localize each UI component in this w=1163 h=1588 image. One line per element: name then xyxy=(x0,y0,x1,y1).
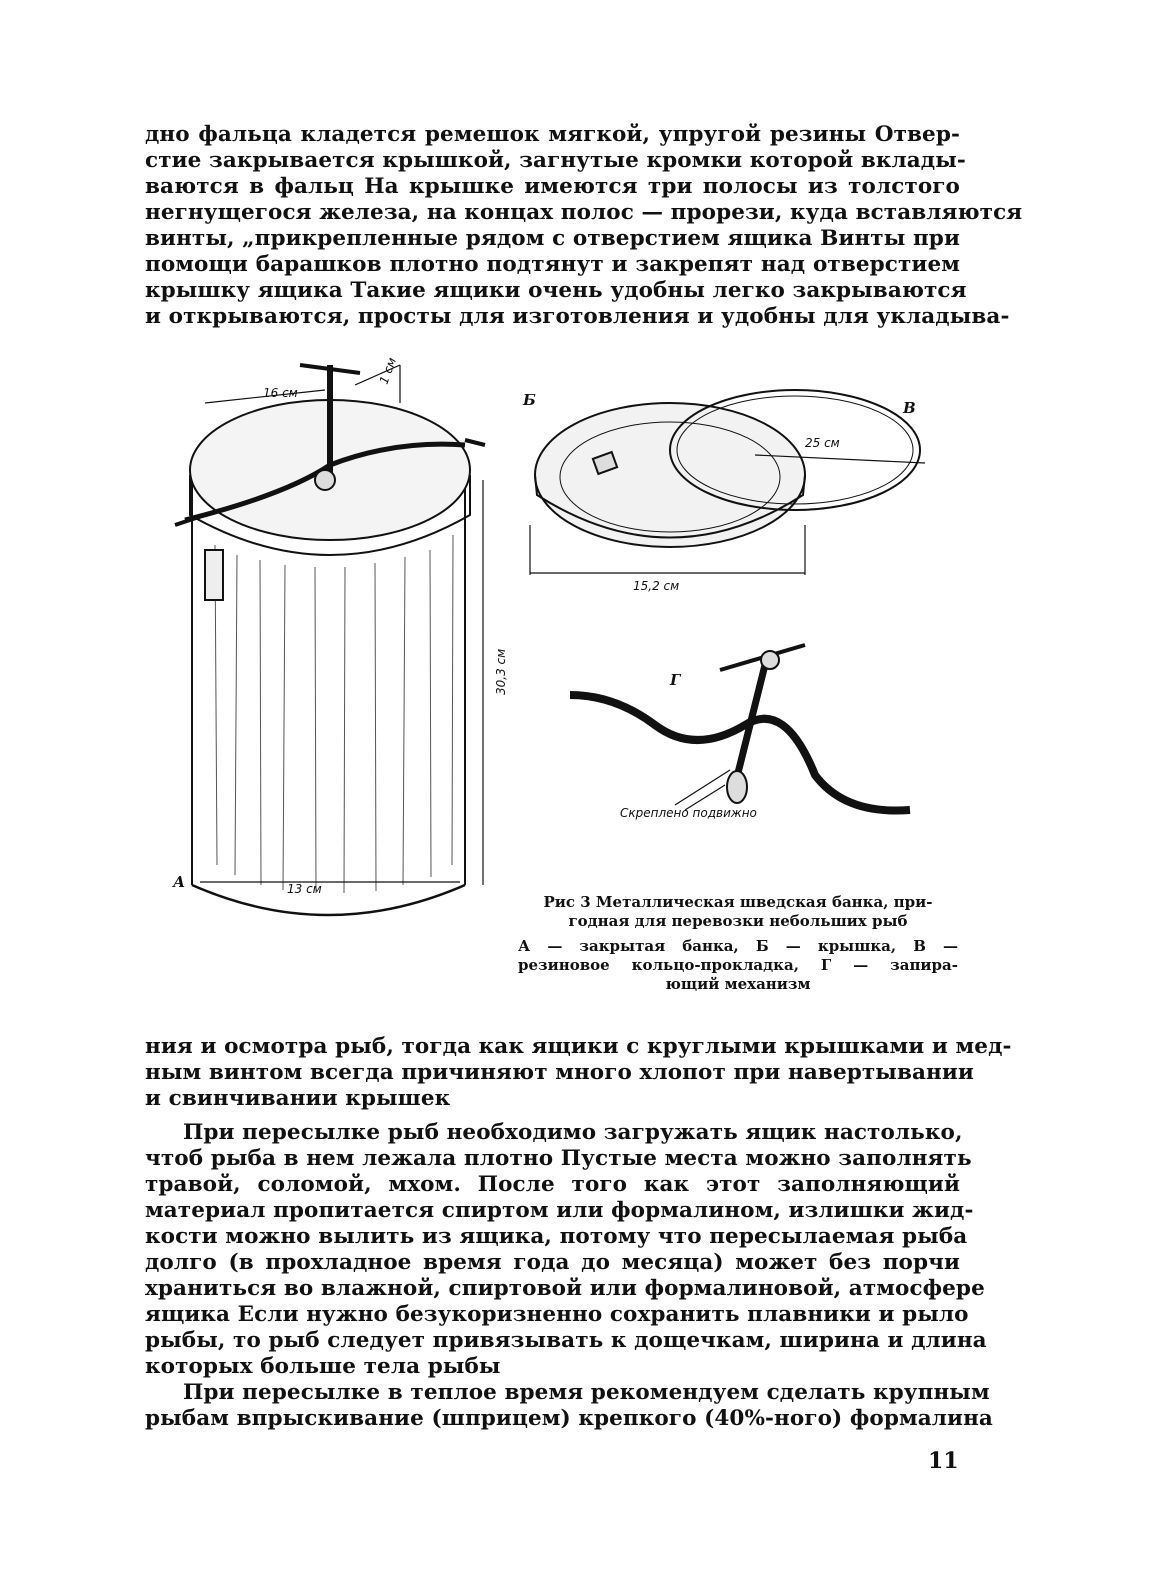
page-number: 11 xyxy=(928,1448,959,1474)
text-line: ния и осмотра рыб, тогда как ящики с круглыми крышками и мед- xyxy=(145,1034,1012,1059)
paragraph-3 xyxy=(145,1120,987,1380)
paragraph-2 xyxy=(145,1034,1012,1112)
text-line: винты, „прикрепленные рядом с отверстием ящика Винты при xyxy=(145,226,960,251)
text-line: чтоб рыба в нем лежала плотно Пустые места можно заполнять xyxy=(145,1146,972,1171)
locking-mechanism-illustration xyxy=(570,645,910,811)
text-line: ящика Если нужно безукоризненно сохранить плавники и рыло xyxy=(145,1302,969,1327)
jar-illustration xyxy=(175,365,485,915)
caption-legend-line: резиновое кольцо-прокладка, Г — запира- xyxy=(518,956,958,974)
text-line: кости можно вылить из ящика, потому что пересылаемая рыба xyxy=(145,1224,968,1249)
text-line: рыбам впрыскивание (шприцем) крепкого (40%-ного) формалина xyxy=(145,1406,993,1431)
text-line: материал пропитается спиртом или формалином, излишки жид- xyxy=(145,1198,974,1223)
dim-body-width: 13 см xyxy=(287,882,322,896)
text-line: негнущегося железа, на концах полос — прорези, куда вставляются xyxy=(145,200,1023,225)
dim-ring: 25 см xyxy=(805,436,840,450)
text-line: рыбы, то рыб следует привязывать к дощечкам, ширина и длина xyxy=(145,1328,987,1353)
text-line: долго (в прохладное время года до месяца) может без порчи xyxy=(145,1250,960,1275)
figure-caption xyxy=(518,893,958,994)
text-line: ным винтом всегда причиняют много хлопот при навертывании xyxy=(145,1060,974,1085)
text-line: и свинчивании крышек xyxy=(145,1086,451,1111)
text-line: травой, соломой, мхом. После того как этот заполняющий xyxy=(145,1172,960,1197)
dim-small-top: 1 см xyxy=(376,355,400,387)
paragraph-1 xyxy=(145,122,1023,330)
text-line: помощи барашков плотно подтянут и закрепят над отверстием xyxy=(145,252,960,277)
text-line: дно фальца кладется ремешок мягкой, упругой резины Отвер- xyxy=(145,122,960,147)
note-movable: Скреплено подвижно xyxy=(620,806,757,820)
text-line: и открываются, просты для изготовления и удобны для укладыва- xyxy=(145,304,1010,329)
label-b: Б xyxy=(523,391,536,409)
text-line: ваются в фальц На крышке имеются три полосы из толстого xyxy=(145,174,960,199)
caption-title xyxy=(518,893,958,931)
dim-lid-diameter: 15,2 см xyxy=(633,579,680,593)
label-g: Г xyxy=(670,671,681,689)
text-line: храниться во влажной, спиртовой или формалиновой, атмосфере xyxy=(145,1276,985,1301)
paragraph-4 xyxy=(145,1380,993,1432)
text-line: При пересылке рыб необходимо загружать ящик настолько, xyxy=(183,1120,963,1145)
lid-and-ring-illustration xyxy=(535,390,920,547)
text-line: крышку ящика Такие ящики очень удобны легко закрываются xyxy=(145,278,967,303)
label-v: В xyxy=(903,399,916,417)
caption-legend-line: ющий механизм xyxy=(665,975,811,993)
text-line: которых больше тела рыбы xyxy=(145,1354,501,1379)
dim-lid-width: 16 см xyxy=(263,386,298,400)
caption-legend xyxy=(518,937,958,994)
caption-title-line: годная для перевозки небольших рыб xyxy=(568,912,908,930)
caption-legend-line: А — закрытая банка, Б — крышка, В — xyxy=(518,937,958,955)
text-line: При пересылке в теплое время рекомендуем сделать крупным xyxy=(183,1380,990,1405)
caption-title-line: Рис 3 Металлическая шведская банка, при- xyxy=(543,893,933,911)
label-a: А xyxy=(173,873,186,891)
text-line: стие закрывается крышкой, загнутые кромки которой вклады- xyxy=(145,148,966,173)
dim-height: 30,3 см xyxy=(494,648,508,695)
